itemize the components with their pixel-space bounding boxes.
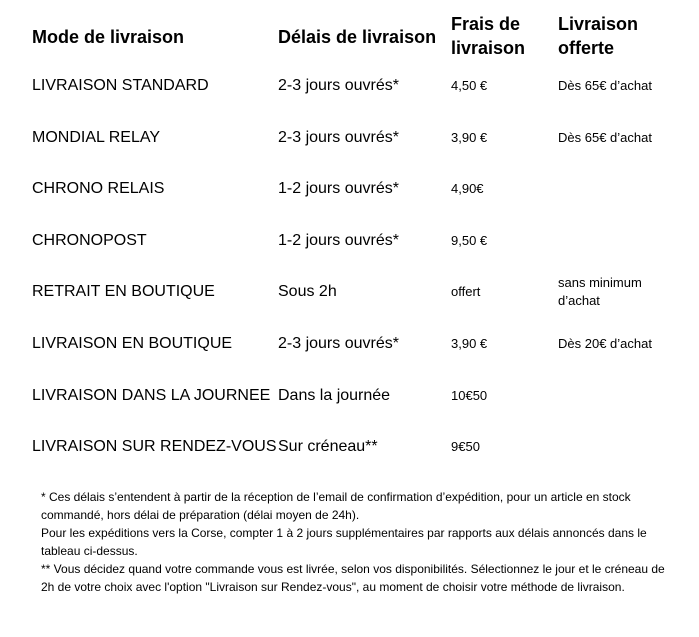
table-row xyxy=(0,332,699,356)
header-offerte: Livraison offerte xyxy=(558,14,639,58)
table-row xyxy=(0,435,699,459)
row-mode: LIVRAISON EN BOUTIQUE xyxy=(32,335,233,352)
row-frais: 9€50 xyxy=(451,439,480,454)
row-mode: MONDIAL RELAY xyxy=(32,129,161,146)
row-offerte: Dès 65€ d’achat xyxy=(558,78,652,93)
row-delais: 2-3 jours ouvrés* xyxy=(278,129,399,146)
row-offerte: Dès 20€ d’achat xyxy=(558,336,652,351)
table-row xyxy=(0,74,699,98)
row-delais: Dans la journée xyxy=(278,387,391,404)
table-row xyxy=(0,384,699,408)
row-frais: 10€50 xyxy=(451,388,488,403)
header-mode: Mode de livraison xyxy=(32,27,185,47)
row-frais: 3,90 € xyxy=(451,336,488,351)
row-frais: 3,90 € xyxy=(451,130,488,145)
row-frais: 9,50 € xyxy=(451,233,488,248)
table-row xyxy=(0,229,699,253)
header-delais: Délais de livraison xyxy=(278,27,437,47)
row-delais: 1-2 jours ouvrés* xyxy=(278,180,399,197)
row-mode: LIVRAISON STANDARD xyxy=(32,77,209,94)
header-frais: Frais de livraison xyxy=(451,14,526,58)
row-mode: RETRAIT EN BOUTIQUE xyxy=(32,283,215,300)
footnote-delays: * Ces délais s’entendent à partir de la réception de l’email de confirmation d’expédition, pour un article en stock commandé, hors délai de préparation (délai moyen de 24h). xyxy=(41,490,631,522)
row-mode: LIVRAISON SUR RENDEZ-VOUS xyxy=(32,438,277,455)
table-row xyxy=(0,126,699,150)
table-row xyxy=(0,177,699,201)
row-delais: Sur créneau** xyxy=(278,438,378,455)
row-delais: 2-3 jours ouvrés* xyxy=(278,77,399,94)
row-frais: offert xyxy=(451,284,481,299)
row-delais: 2-3 jours ouvrés* xyxy=(278,335,399,352)
row-frais: 4,50 € xyxy=(451,78,488,93)
footnote-corse: Pour les expéditions vers la Corse, compter 1 à 2 jours supplémentaires par rapports aux délais annoncés dans le tableau ci-dessus. xyxy=(41,526,647,558)
row-mode: LIVRAISON DANS LA JOURNEE xyxy=(32,387,271,404)
row-delais: 1-2 jours ouvrés* xyxy=(278,232,399,249)
table-row xyxy=(0,275,699,308)
footnote-rendez-vous: ** Vous décidez quand votre commande vous est livrée, selon vos disponibilités. Sélectionnez le jour et le créneau de 2h de votre choix avec l'option "Livraison sur Rendez-vous", au moment de choisir votre méthode de livraison. xyxy=(41,562,665,594)
row-offerte: sans minimum d’achat xyxy=(558,275,642,308)
row-offerte: Dès 65€ d’achat xyxy=(558,130,652,145)
row-delais: Sous 2h xyxy=(278,283,337,300)
row-mode: CHRONOPOST xyxy=(32,232,147,249)
row-mode: CHRONO RELAIS xyxy=(32,180,165,197)
footnotes xyxy=(41,488,681,596)
row-frais: 4,90€ xyxy=(451,181,484,196)
